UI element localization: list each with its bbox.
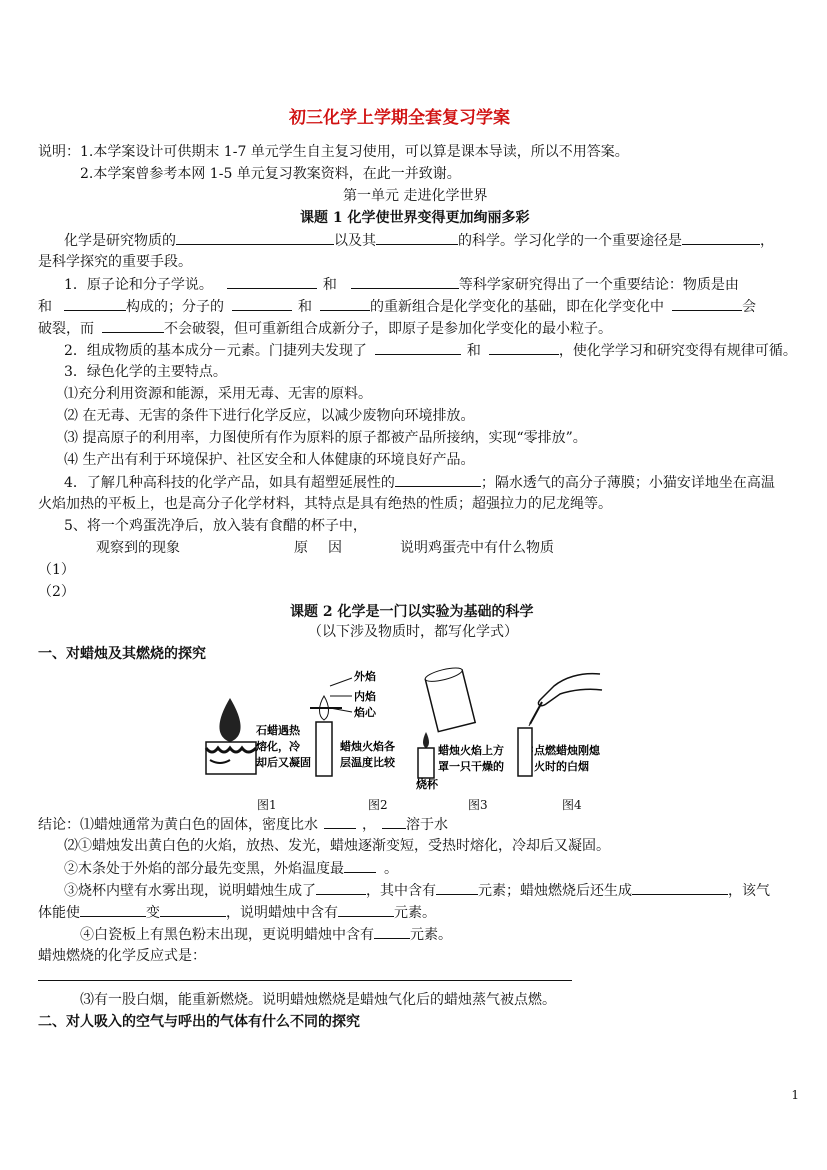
- unit-heading: 第一单元 走进化学世界: [343, 188, 488, 204]
- blank[interactable]: [382, 814, 406, 829]
- paragraph-1: 化学是研究物质的 以及其 的科学。学习化学的一个重要途径是 ，: [64, 230, 774, 251]
- green-point-1: ⑴充分利用资源和能源，采用无毒、无害的原料。: [64, 386, 372, 402]
- intro-line-2: 2.本学案曾参考本网 1-5 单元复习教案资料，在此一并致谢。: [80, 166, 461, 182]
- equation-answer-line[interactable]: [38, 980, 572, 981]
- section-1-heading: 一、对蜡烛及其燃烧的探究: [38, 646, 206, 662]
- section-2-heading: 二、对人吸入的空气与呼出的气体有什么不同的探究: [38, 1014, 360, 1030]
- blank[interactable]: [102, 318, 164, 333]
- blank[interactable]: [376, 230, 458, 245]
- item-1: 1．原子论和分子学说。 和 等科学家研究得出了一个重要结论：物质是由: [64, 274, 739, 295]
- item-1-cont-1: 和 构成的；分子的 和 的重新组合是化学变化的基础，即在化学变化中 会: [38, 296, 756, 317]
- green-point-2: ⑵ 在无毒、无害的条件下进行化学反应，以减少废物向环境排放。: [64, 408, 475, 424]
- item-4-cont: 火焰加热的平板上，也是高分子化学材料，其特点是具有绝热的性质；超强拉力的尼龙绳等。: [38, 496, 612, 512]
- table-header-reason-2: 因: [328, 540, 342, 556]
- blank[interactable]: [227, 274, 317, 289]
- blank[interactable]: [375, 340, 461, 355]
- intro-line-1: 说明：1.本学案设计可供期末 1-7 单元学生自主复习使用，可以算是课本导读，所以不用答案。: [38, 144, 629, 160]
- svg-text:烧杯: 烧杯: [416, 778, 438, 791]
- conclusion-6: ⑶有一股白烟，能重新燃烧。说明蜡烛燃烧是蜡烛气化后的蜡烛蒸气被点燃。: [80, 992, 556, 1008]
- topic1-heading: 课题 1 化学使世界变得更加绚丽多彩: [300, 210, 530, 226]
- blank[interactable]: [232, 296, 292, 311]
- document-title: 初三化学上学期全套复习学案: [289, 108, 510, 128]
- svg-text:石蜡遇热: 石蜡遇热: [256, 724, 300, 737]
- item-1-cont-2: 破裂，而 不会破裂，但可重新组合成新分子，即原子是参加化学变化的最小粒子。: [38, 318, 612, 339]
- item-3: 3．绿色化学的主要特点。: [64, 364, 227, 380]
- svg-text:罩一只干燥的: 罩一只干燥的: [438, 760, 504, 773]
- blank[interactable]: [436, 880, 478, 895]
- blank[interactable]: [320, 296, 370, 311]
- table-row-1: （1）: [38, 562, 75, 578]
- equation-prompt: 蜡烛燃烧的化学反应式是：: [38, 948, 206, 964]
- page-number: 1: [791, 1088, 799, 1102]
- item-2: 2．组成物质的基本成分－元素。门捷列夫发现了 和 ，使化学学习和研究变得有规律可循。: [64, 340, 797, 361]
- table-header-observation: 观察到的现象: [96, 540, 180, 556]
- blank[interactable]: [351, 274, 459, 289]
- table-header-reason-1: 原: [294, 540, 308, 556]
- svg-text:火时的白烟: 火时的白烟: [534, 760, 589, 773]
- conclusion-5: ④白瓷板上有黑色粉末出现，更说明蜡烛中含有 元素。: [80, 924, 452, 945]
- label-flame-core: 焰心: [354, 706, 376, 719]
- green-point-4: ⑷ 生产出有利于环境保护、社区安全和人体健康的环境良好产品。: [64, 452, 475, 468]
- item-4: 4．了解几种高科技的化学产品，如具有超塑延展性的 ；隔水透气的高分子薄膜；小猫安详地坐在高温: [64, 472, 775, 493]
- svg-text:却后又凝固: 却后又凝固: [256, 756, 311, 769]
- svg-text:蜡烛火焰上方: 蜡烛火焰上方: [438, 744, 504, 757]
- figure-caption-4: 图4: [562, 798, 582, 812]
- svg-text:蜡烛火焰各: 蜡烛火焰各: [340, 740, 395, 753]
- paragraph-1-cont: 是科学探究的重要手段。: [38, 254, 192, 270]
- blank[interactable]: [176, 230, 334, 245]
- figure-caption-2: 图2: [368, 798, 388, 812]
- figure-1-illustration: [206, 698, 256, 774]
- table-row-2: （2）: [38, 584, 75, 600]
- blank[interactable]: [682, 230, 760, 245]
- conclusion-3: ②木条处于外焰的部分最先变黑，外焰温度最 。: [64, 858, 398, 879]
- blank[interactable]: [395, 472, 481, 487]
- table-header-substance: 说明鸡蛋壳中有什么物质: [400, 540, 554, 556]
- candle-experiment-figures: [200, 664, 620, 804]
- green-point-3: ⑶ 提高原子的利用率，力图使所有作为原料的原子都被产品所接纳，实现“零排放”。: [64, 430, 587, 446]
- item-5: 5、将一个鸡蛋洗净后，放入装有食醋的杯子中，: [64, 518, 367, 534]
- conclusion-4-cont: 体能使 变 ，说明蜡烛中含有 元素。: [38, 902, 436, 923]
- blank[interactable]: [316, 880, 366, 895]
- blank[interactable]: [374, 924, 410, 939]
- label-inner-flame: 内焰: [354, 690, 376, 703]
- svg-text:层温度比较: 层温度比较: [340, 756, 395, 769]
- blank[interactable]: [64, 296, 126, 311]
- blank[interactable]: [338, 902, 394, 917]
- conclusion-4: ③烧杯内壁有水雾出现，说明蜡烛生成了 ，其中含有 元素；蜡烛燃烧后还生成 ，该气: [64, 880, 770, 901]
- topic2-subheading: （以下涉及物质时，都写化学式）: [308, 624, 518, 640]
- blank[interactable]: [344, 858, 376, 873]
- label-outer-flame: 外焰: [354, 670, 376, 683]
- blank[interactable]: [672, 296, 742, 311]
- blank[interactable]: [632, 880, 728, 895]
- blank[interactable]: [324, 814, 356, 829]
- svg-text:点燃蜡烛刚熄: 点燃蜡烛刚熄: [534, 744, 600, 757]
- svg-text:熔化，冷: 熔化，冷: [256, 740, 300, 753]
- conclusion-2: ⑵①蜡烛发出黄白色的火焰，放热、发光，蜡烛逐渐变短，受热时熔化，冷却后又凝固。: [64, 838, 610, 854]
- figure-caption-1: 图1: [257, 798, 277, 812]
- topic2-heading: 课题 2 化学是一门以实验为基础的科学: [290, 604, 534, 620]
- blank[interactable]: [160, 902, 226, 917]
- blank[interactable]: [80, 902, 146, 917]
- blank[interactable]: [489, 340, 559, 355]
- conclusion-1: 结论：⑴蜡烛通常为黄白色的固体，密度比水 ， 溶于水: [38, 814, 448, 835]
- figure-caption-3: 图3: [468, 798, 488, 812]
